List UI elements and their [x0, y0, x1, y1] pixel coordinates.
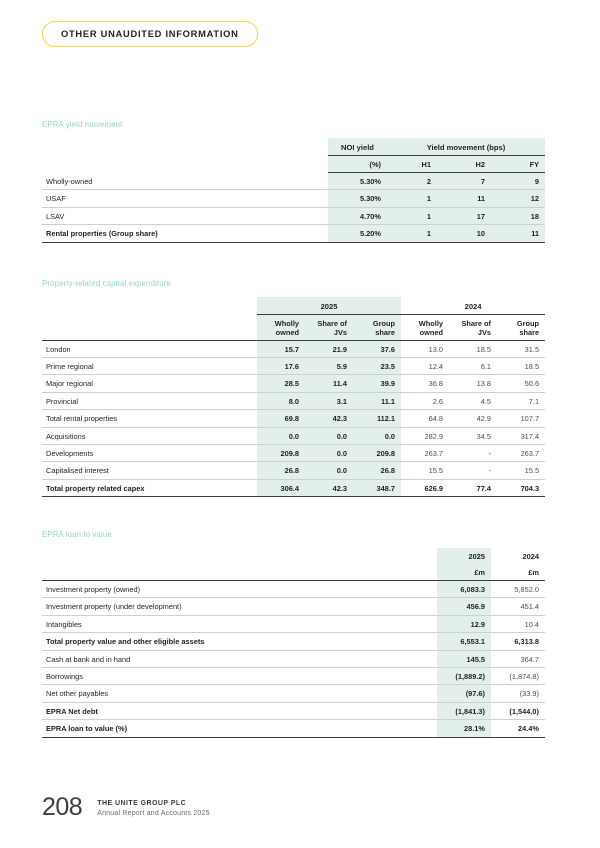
- row-value: 0.0: [353, 427, 401, 444]
- section-title-yield: EPRA yield movement: [42, 120, 123, 129]
- year-header-2025: 2025: [437, 548, 491, 564]
- row-value: 15.7: [257, 340, 305, 357]
- hdr-line2: owned: [275, 327, 299, 337]
- row-value: 15.5: [497, 462, 545, 479]
- section-badge: [42, 21, 258, 47]
- row-value: 21.9: [305, 340, 353, 357]
- spacer-cell: [42, 156, 328, 173]
- footer-document-title: Annual Report and Accounts 2025: [97, 809, 210, 817]
- table-total-row: [42, 225, 545, 242]
- row-label: USAF: [42, 190, 328, 207]
- hdr-line1: Share of: [461, 318, 492, 328]
- row-value: 18.5: [449, 340, 497, 357]
- page-footer: [42, 795, 210, 820]
- row-label: Acquisitions: [42, 427, 257, 444]
- footer-company-name: THE UNITE GROUP PLC: [97, 799, 187, 807]
- row-value: 26.8: [257, 462, 305, 479]
- row-value: 12.4: [401, 357, 449, 374]
- row-value: 13.0: [401, 340, 449, 357]
- table-row: [42, 598, 545, 615]
- page-number: 208: [42, 793, 83, 821]
- spacer-cell: [42, 548, 437, 564]
- row-value: 9: [491, 173, 545, 190]
- row-value: (1,889.2): [437, 668, 491, 685]
- total-value: 306.4: [257, 479, 305, 496]
- section-epra-loan-to-value: [42, 530, 545, 738]
- table-row: [42, 207, 545, 224]
- row-label: Provincial: [42, 392, 257, 409]
- row-value: 26.8: [353, 462, 401, 479]
- hdr-line2: JVs: [333, 327, 347, 337]
- row-value: 3.1: [305, 392, 353, 409]
- spacer-cell: [42, 297, 257, 315]
- row-value: 31.5: [497, 340, 545, 357]
- row-value: 0.0: [305, 427, 353, 444]
- hdr-line1: Share of: [317, 318, 347, 328]
- row-value: 7: [437, 173, 491, 190]
- total-label: EPRA loan to value (%): [42, 720, 437, 737]
- row-value: 34.5: [449, 427, 497, 444]
- row-label: London: [42, 340, 257, 357]
- hdr-line2: owned: [419, 327, 444, 337]
- hdr-line2: share: [519, 327, 540, 337]
- table-body: [42, 340, 545, 497]
- table-row: [42, 685, 545, 702]
- row-value: 1: [387, 207, 437, 224]
- table-row: [42, 650, 545, 667]
- table-body: [42, 581, 545, 738]
- sub-header-2024-wholly-owned: [401, 314, 449, 340]
- total-value: 704.3: [497, 479, 545, 496]
- row-label: Major regional: [42, 375, 257, 392]
- row-value: 6,083.3: [437, 581, 491, 598]
- table-property-capex: [42, 297, 545, 498]
- total-label: Total property related capex: [42, 479, 257, 496]
- row-value: -: [449, 444, 497, 461]
- row-value: 2.6: [401, 392, 449, 409]
- row-label: Wholly-owned: [42, 173, 328, 190]
- spacer-cell: [42, 138, 328, 156]
- total-value: 24.4%: [491, 720, 545, 737]
- row-value: 0.0: [257, 427, 305, 444]
- total-value: 10: [437, 225, 491, 242]
- row-value: 18.5: [497, 357, 545, 374]
- sub-header-2024-share-of-jvs: [449, 314, 497, 340]
- row-value: 1: [387, 190, 437, 207]
- subtotal-label: Total property value and other eligible assets: [42, 633, 437, 650]
- row-value: 17: [437, 207, 491, 224]
- section-title-ltv: EPRA loan to value: [42, 530, 112, 540]
- row-value: 23.5: [353, 357, 401, 374]
- sub-header-fy: FY: [491, 156, 545, 173]
- row-value: 17.6: [257, 357, 305, 374]
- row-value: 11: [437, 190, 491, 207]
- table-unit-header-row: [42, 564, 545, 581]
- subtotal-value: 6,313.8: [491, 633, 545, 650]
- table-row: [42, 357, 545, 374]
- total-value: 348.7: [353, 479, 401, 496]
- row-value: 7.1: [497, 392, 545, 409]
- row-value: 5.30%: [328, 173, 387, 190]
- hdr-line2: share: [375, 327, 396, 337]
- row-value: 4.5: [449, 392, 497, 409]
- table-total-row: [42, 720, 545, 737]
- year-header-2024: 2024: [401, 297, 545, 315]
- hdr-line1: Wholly: [274, 318, 299, 328]
- row-label: Developments: [42, 444, 257, 461]
- row-value: 263.7: [497, 444, 545, 461]
- row-value: 42.3: [305, 410, 353, 427]
- sub-header-2024-group-share: [497, 314, 545, 340]
- section-epra-yield-movement: [42, 120, 545, 243]
- total-value: 1: [387, 225, 437, 242]
- table-row: [42, 581, 545, 598]
- row-value: 107.7: [497, 410, 545, 427]
- sub-header-2025-group-share: [353, 314, 401, 340]
- table-epra-yield-movement: [42, 138, 545, 243]
- row-value: 6.1: [449, 357, 497, 374]
- table-subtotal-row: [42, 702, 545, 719]
- row-label: Cash at bank and in hand: [42, 650, 437, 667]
- row-label: Borrowings: [42, 668, 437, 685]
- table-sub-header-row: [42, 314, 545, 340]
- row-value: 209.8: [257, 444, 305, 461]
- table-group-header-row: [42, 138, 545, 156]
- unit-header-2024: £m: [491, 564, 545, 581]
- total-value: 11: [491, 225, 545, 242]
- row-value: 64.8: [401, 410, 449, 427]
- row-value: 13.8: [449, 375, 497, 392]
- year-header-2025: 2025: [257, 297, 401, 315]
- table-row: [42, 410, 545, 427]
- row-label: Total rental properties: [42, 410, 257, 427]
- table-row: [42, 427, 545, 444]
- table-row: [42, 462, 545, 479]
- subtotal-value: 6,553.1: [437, 633, 491, 650]
- table-row: [42, 668, 545, 685]
- group-header-noi-yield: NOI yield: [328, 138, 387, 156]
- row-value: 5,852.0: [491, 581, 545, 598]
- row-value: 50.6: [497, 375, 545, 392]
- total-value: 5.20%: [328, 225, 387, 242]
- total-label: Rental properties (Group share): [42, 225, 328, 242]
- table-row: [42, 375, 545, 392]
- table-subtotal-row: [42, 633, 545, 650]
- subtotal-value: (1,841.3): [437, 702, 491, 719]
- row-value: 12: [491, 190, 545, 207]
- row-value: 145.5: [437, 650, 491, 667]
- section-spacer: [42, 497, 545, 530]
- unit-header-2025: £m: [437, 564, 491, 581]
- row-value: 0.0: [305, 462, 353, 479]
- hdr-line1: Group: [372, 318, 396, 328]
- table-row: [42, 190, 545, 207]
- table-row: [42, 392, 545, 409]
- section-property-capex: [42, 279, 545, 498]
- row-value: -: [449, 462, 497, 479]
- row-value: 42.9: [449, 410, 497, 427]
- row-value: (97.6): [437, 685, 491, 702]
- row-value: 317.4: [497, 427, 545, 444]
- row-label: Investment property (under development): [42, 598, 437, 615]
- row-value: 11.4: [305, 375, 353, 392]
- row-label: Investment property (owned): [42, 581, 437, 598]
- row-value: 0.0: [305, 444, 353, 461]
- table-row: [42, 444, 545, 461]
- spacer-cell: [42, 564, 437, 581]
- hdr-line2: JVs: [477, 327, 492, 337]
- table-epra-loan-to-value: [42, 548, 545, 738]
- row-value: 37.6: [353, 340, 401, 357]
- row-label: Capitalised interest: [42, 462, 257, 479]
- footer-text-block: [97, 799, 209, 820]
- row-value: (1,874.8): [491, 668, 545, 685]
- total-value: 28.1%: [437, 720, 491, 737]
- row-value: 263.7: [401, 444, 449, 461]
- table-year-header-row: [42, 297, 545, 315]
- row-value: 18: [491, 207, 545, 224]
- row-value: 4.70%: [328, 207, 387, 224]
- row-label: Net other payables: [42, 685, 437, 702]
- row-value: 12.9: [437, 615, 491, 632]
- subtotal-label: EPRA Net debt: [42, 702, 437, 719]
- section-spacer: [42, 243, 545, 279]
- page-content: [42, 120, 545, 738]
- total-value: 626.9: [401, 479, 449, 496]
- row-value: 5.30%: [328, 190, 387, 207]
- row-value: 11.1: [353, 392, 401, 409]
- row-value: 5.9: [305, 357, 353, 374]
- table-row: [42, 615, 545, 632]
- row-value: 8.0: [257, 392, 305, 409]
- row-value: 69.8: [257, 410, 305, 427]
- table-row: [42, 340, 545, 357]
- year-header-2024: 2024: [522, 552, 539, 562]
- row-value: 451.4: [491, 598, 545, 615]
- row-value: 39.9: [353, 375, 401, 392]
- sub-header-2025-share-of-jvs: [305, 314, 353, 340]
- row-value: 112.1: [353, 410, 401, 427]
- row-label: Intangibles: [42, 615, 437, 632]
- table-body: [42, 173, 545, 243]
- table-sub-header-row: [42, 156, 545, 173]
- subtotal-value: (1,544.0): [491, 702, 545, 719]
- row-value: 36.8: [401, 375, 449, 392]
- row-value: 2: [387, 173, 437, 190]
- total-value: 42.3: [305, 479, 353, 496]
- row-label: LSAV: [42, 207, 328, 224]
- row-value: 282.9: [401, 427, 449, 444]
- row-value: (33.9): [491, 685, 545, 702]
- table-year-header-row: [42, 548, 545, 564]
- hdr-line1: Wholly: [418, 318, 444, 328]
- total-value: 77.4: [449, 479, 497, 496]
- row-value: 456.9: [437, 598, 491, 615]
- sub-header-2025-wholly-owned: [257, 314, 305, 340]
- row-value: 209.8: [353, 444, 401, 461]
- row-value: 15.5: [401, 462, 449, 479]
- sub-header-h2: H2: [437, 156, 491, 173]
- section-badge-label: OTHER UNAUDITED INFORMATION: [61, 29, 239, 39]
- group-header-yield-movement: Yield movement (bps): [387, 138, 545, 156]
- table-total-row: [42, 479, 545, 496]
- row-value: 10.4: [491, 615, 545, 632]
- row-label: Prime regional: [42, 357, 257, 374]
- row-value: 364.7: [491, 650, 545, 667]
- spacer-cell: [42, 314, 257, 340]
- sub-header-h1: H1: [387, 156, 437, 173]
- sub-header-percent: (%): [328, 156, 387, 173]
- hdr-line1: Group: [516, 318, 540, 328]
- row-value: 28.5: [257, 375, 305, 392]
- table-row: [42, 173, 545, 190]
- section-title-capex: Property-related capital expenditure: [42, 278, 171, 288]
